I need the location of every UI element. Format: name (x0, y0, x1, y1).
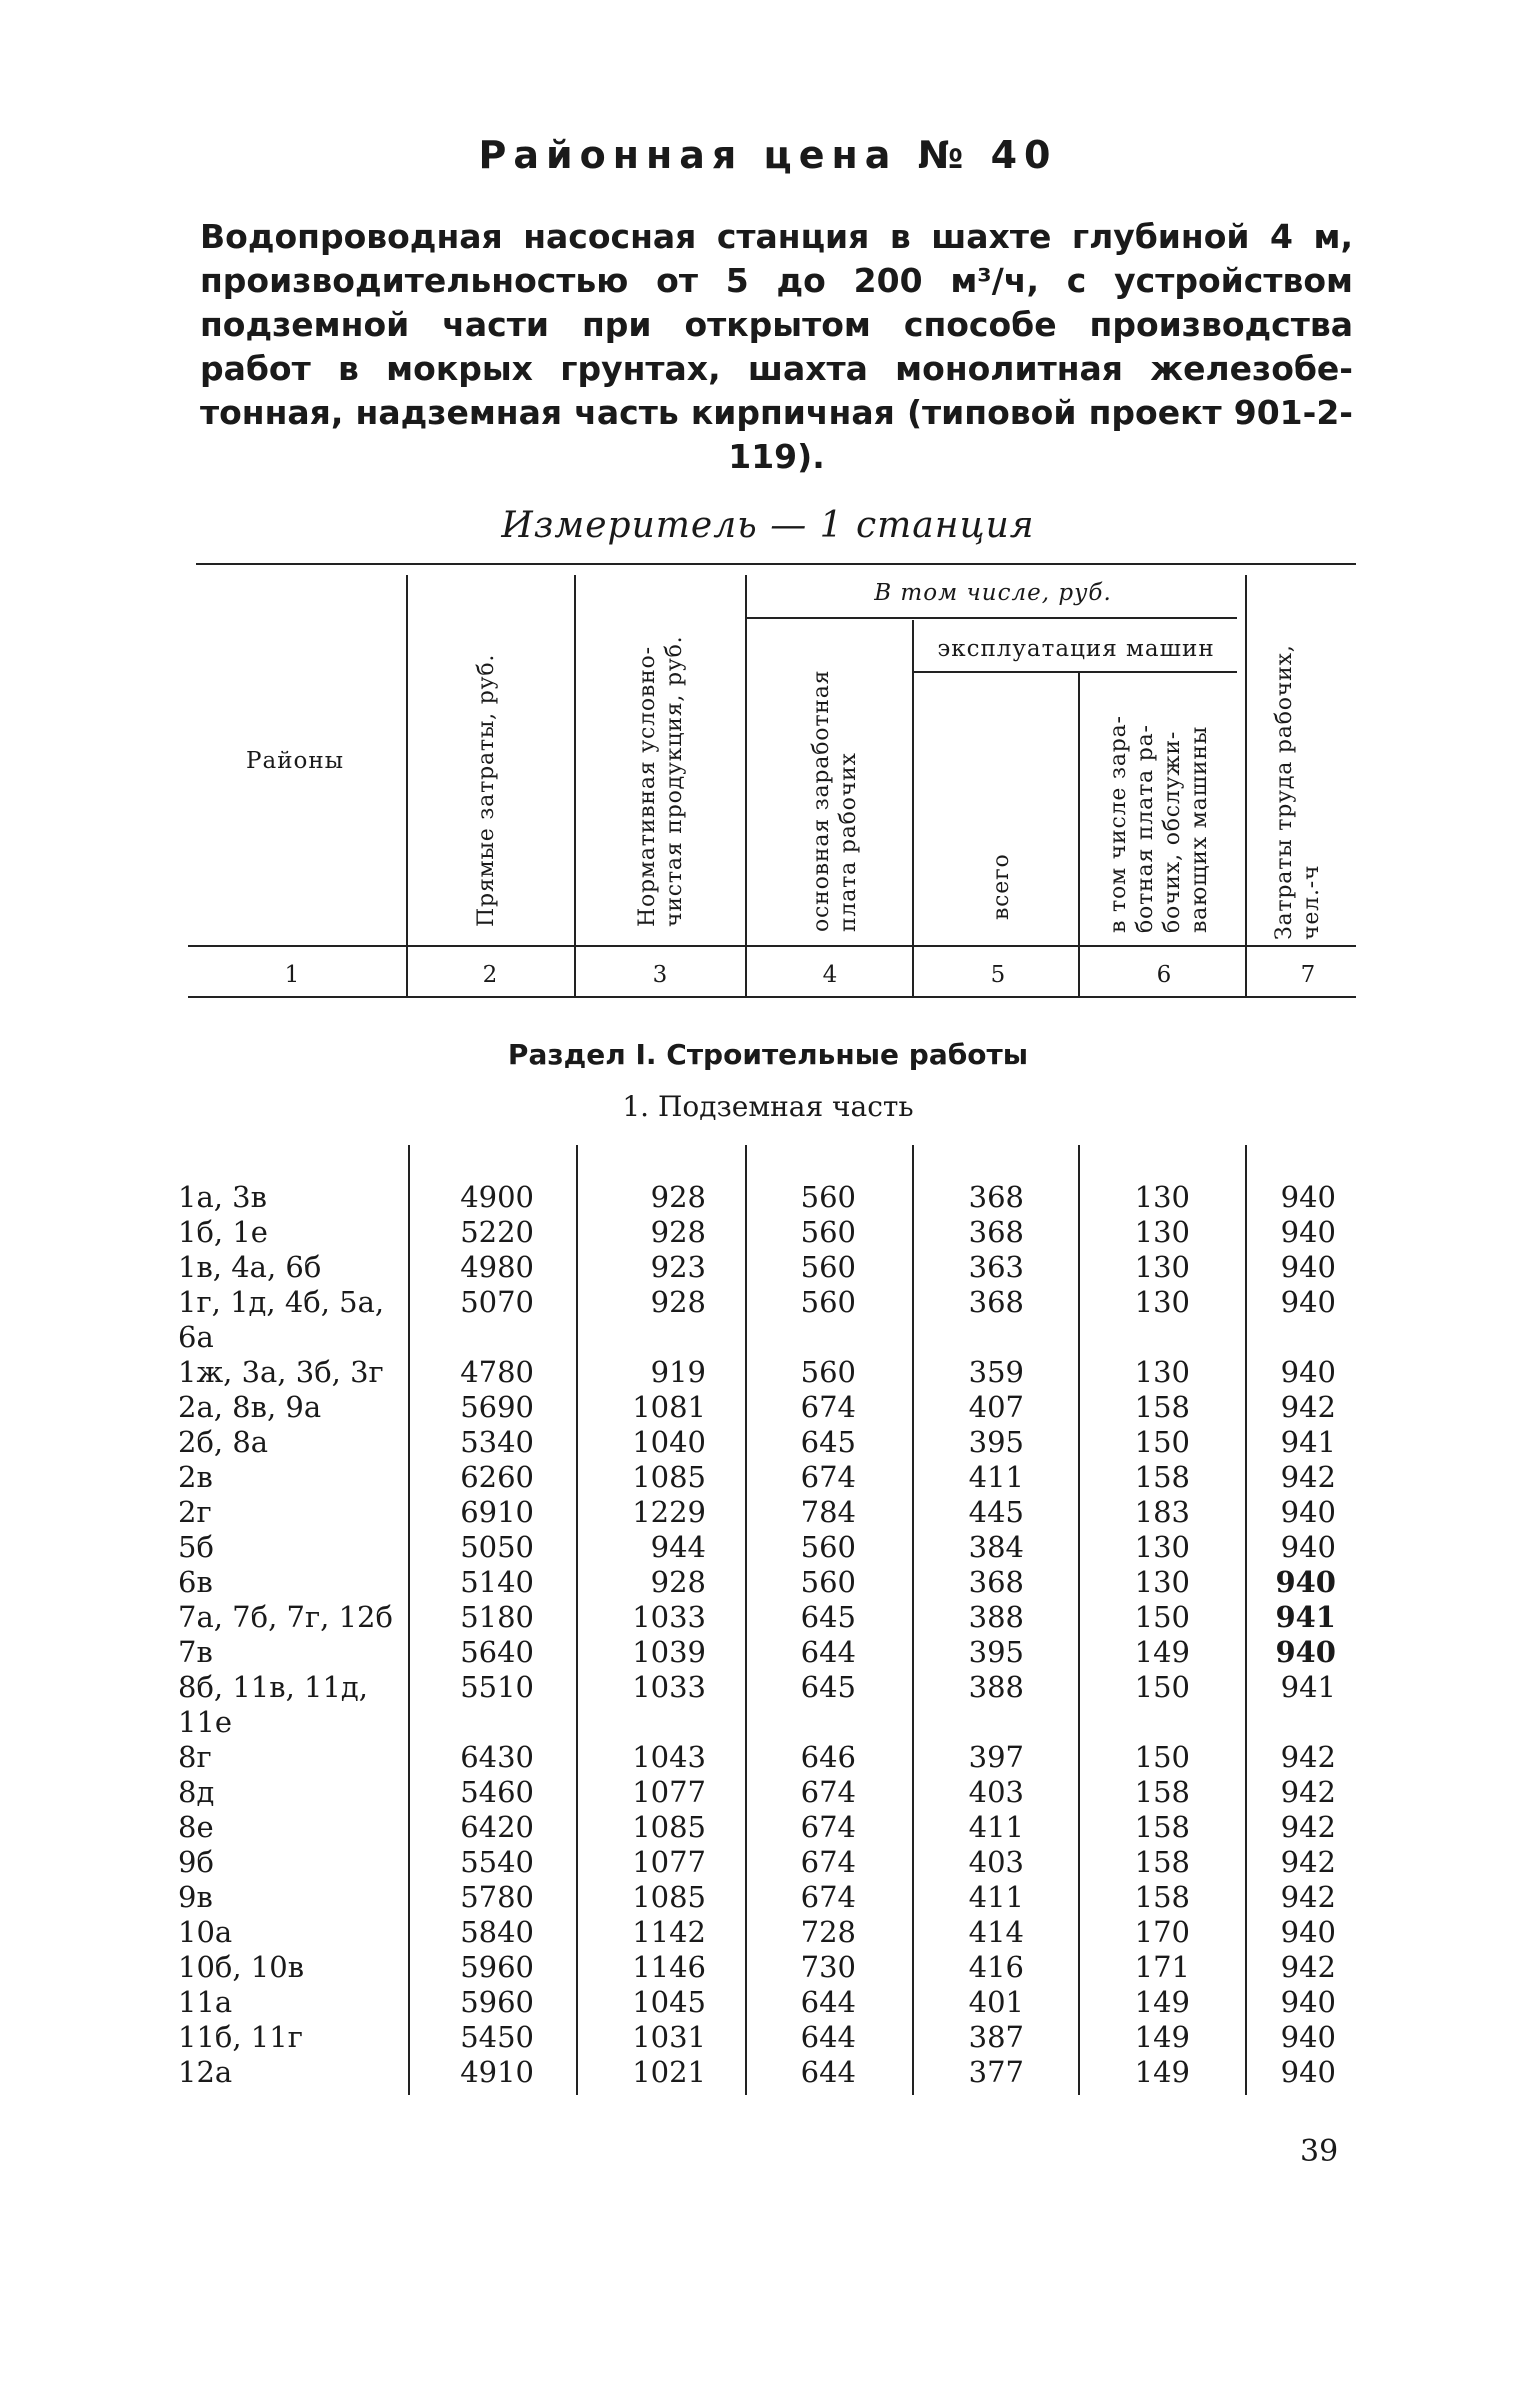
header-machine-operation: эксплуатация машин (937, 636, 1215, 662)
row-machines-wage: 150 (1134, 1740, 1190, 1774)
col-number-1: 1 (284, 962, 300, 988)
header-normative-net: Нормативная условно-чистая продукция, руб. (635, 635, 687, 927)
table-row (0, 1180, 1536, 1215)
row-district: 1а, 3в (178, 1180, 267, 1214)
table-row (0, 1635, 1536, 1670)
col-number-4: 4 (822, 962, 838, 988)
row-machines-total: 359 (968, 1355, 1024, 1389)
table-row (0, 1390, 1536, 1425)
row-base-wage: 560 (800, 1565, 856, 1599)
row-district: 6в (178, 1565, 213, 1599)
row-labor: 940 (1275, 1565, 1336, 1599)
row-labor: 942 (1280, 1460, 1336, 1494)
row-normative-net: 923 (650, 1250, 706, 1284)
row-labor: 940 (1275, 1635, 1336, 1669)
row-base-wage: 560 (800, 1530, 856, 1564)
row-direct-costs: 5960 (460, 1985, 534, 2019)
row-district-continued: 11е (178, 1705, 233, 1739)
header-bottom-rule (188, 945, 1356, 947)
table-row (0, 1740, 1536, 1775)
row-base-wage: 644 (800, 1985, 856, 2019)
row-base-wage: 646 (800, 1740, 856, 1774)
row-direct-costs: 5690 (460, 1390, 534, 1424)
row-machines-wage: 158 (1134, 1460, 1190, 1494)
row-normative-net: 1040 (632, 1425, 706, 1459)
row-normative-net: 928 (650, 1285, 706, 1319)
row-direct-costs: 5540 (460, 1845, 534, 1879)
row-base-wage: 674 (800, 1880, 856, 1914)
row-machines-total: 411 (968, 1880, 1024, 1914)
row-base-wage: 644 (800, 2055, 856, 2089)
table-row (0, 1950, 1536, 1985)
row-machines-wage: 130 (1134, 1355, 1190, 1389)
row-base-wage: 644 (800, 1635, 856, 1669)
row-base-wage: 730 (800, 1950, 856, 1984)
row-district: 2а, 8в, 9а (178, 1390, 322, 1424)
row-base-wage: 784 (800, 1495, 856, 1529)
row-normative-net: 1142 (632, 1915, 706, 1949)
row-machines-total: 387 (968, 2020, 1024, 2054)
header-divider-3 (745, 575, 747, 996)
header-divider-2 (574, 575, 576, 996)
row-machines-wage: 130 (1134, 1565, 1190, 1599)
row-labor: 942 (1280, 1775, 1336, 1809)
table-row (0, 1985, 1536, 2020)
row-machines-total: 397 (968, 1740, 1024, 1774)
row-direct-costs: 4900 (460, 1180, 534, 1214)
row-base-wage: 645 (800, 1670, 856, 1704)
row-normative-net: 1033 (632, 1670, 706, 1704)
row-district: 9б (178, 1845, 214, 1879)
col-number-7: 7 (1300, 962, 1316, 988)
table-row (0, 1425, 1536, 1460)
row-machines-total: 384 (968, 1530, 1024, 1564)
row-machines-wage: 183 (1134, 1495, 1190, 1529)
row-normative-net: 1021 (632, 2055, 706, 2089)
row-base-wage: 560 (800, 1355, 856, 1389)
row-labor: 940 (1280, 1250, 1336, 1284)
col-number-6: 6 (1156, 962, 1172, 988)
row-direct-costs: 5780 (460, 1880, 534, 1914)
machines-rule (912, 671, 1237, 673)
page-title: Районная цена № 40 (478, 133, 1058, 177)
row-machines-total: 368 (968, 1285, 1024, 1319)
row-base-wage: 560 (800, 1215, 856, 1249)
row-district: 8д (178, 1775, 215, 1809)
row-machines-total: 368 (968, 1215, 1024, 1249)
header-divider-6 (1245, 575, 1247, 996)
row-machines-total: 395 (968, 1635, 1024, 1669)
table-row (0, 1670, 1536, 1740)
row-machines-total: 403 (968, 1845, 1024, 1879)
table-row (0, 1285, 1536, 1355)
row-base-wage: 674 (800, 1775, 856, 1809)
subsection-title: 1. Подземная часть (622, 1090, 914, 1123)
row-machines-total: 403 (968, 1775, 1024, 1809)
header-divider-1 (406, 575, 408, 996)
table-row (0, 1215, 1536, 1250)
row-machines-total: 411 (968, 1810, 1024, 1844)
header-direct-costs: Прямые затраты, руб. (474, 653, 499, 927)
row-labor: 940 (1280, 1915, 1336, 1949)
row-machines-total: 407 (968, 1390, 1024, 1424)
row-machines-wage: 158 (1134, 1390, 1190, 1424)
table-row (0, 1775, 1536, 1810)
row-direct-costs: 5340 (460, 1425, 534, 1459)
row-district: 7а, 7б, 7г, 12б (178, 1600, 393, 1634)
row-direct-costs: 5840 (460, 1915, 534, 1949)
row-machines-wage: 171 (1134, 1950, 1190, 1984)
row-district-continued: 6а (178, 1320, 214, 1354)
table-top-rule (196, 563, 1356, 565)
row-machines-wage: 130 (1134, 1215, 1190, 1249)
row-machines-wage: 149 (1134, 2020, 1190, 2054)
row-district: 8б, 11в, 11д, (178, 1670, 368, 1704)
row-district: 11б, 11г (178, 2020, 303, 2054)
row-base-wage: 674 (800, 1390, 856, 1424)
row-normative-net: 1039 (632, 1635, 706, 1669)
table-row (0, 1565, 1536, 1600)
row-direct-costs: 4780 (460, 1355, 534, 1389)
row-labor: 942 (1280, 1880, 1336, 1914)
row-labor: 942 (1280, 1740, 1336, 1774)
row-labor: 942 (1280, 1950, 1336, 1984)
colnum-bottom-rule (188, 996, 1356, 998)
row-normative-net: 1085 (632, 1810, 706, 1844)
row-normative-net: 1229 (632, 1495, 706, 1529)
row-direct-costs: 5140 (460, 1565, 534, 1599)
row-machines-wage: 158 (1134, 1775, 1190, 1809)
row-district: 8е (178, 1810, 214, 1844)
row-machines-total: 411 (968, 1460, 1024, 1494)
col-number-5: 5 (990, 962, 1006, 988)
row-district: 1в, 4а, 6б (178, 1250, 322, 1284)
table-row (0, 1460, 1536, 1495)
row-normative-net: 928 (650, 1180, 706, 1214)
row-direct-costs: 6260 (460, 1460, 534, 1494)
header-including: В том числе, руб. (874, 580, 1112, 606)
row-machines-wage: 158 (1134, 1880, 1190, 1914)
row-direct-costs: 5070 (460, 1285, 534, 1319)
row-labor: 940 (1280, 2055, 1336, 2089)
row-district: 5б (178, 1530, 214, 1564)
row-normative-net: 1085 (632, 1460, 706, 1494)
row-machines-wage: 158 (1134, 1845, 1190, 1879)
row-machines-total: 368 (968, 1180, 1024, 1214)
row-direct-costs: 4910 (460, 2055, 534, 2089)
row-labor: 940 (1280, 2020, 1336, 2054)
row-machines-total: 377 (968, 2055, 1024, 2089)
row-normative-net: 928 (650, 1565, 706, 1599)
row-base-wage: 645 (800, 1425, 856, 1459)
table-row (0, 1810, 1536, 1845)
col-number-2: 2 (482, 962, 498, 988)
header-base-wage: основная заработная плата рабочих (809, 669, 861, 932)
table-row (0, 1915, 1536, 1950)
table-row (0, 1845, 1536, 1880)
row-district: 11а (178, 1985, 233, 2019)
row-machines-total: 363 (968, 1250, 1024, 1284)
row-labor: 940 (1280, 1985, 1336, 2019)
row-district: 10б, 10в (178, 1950, 305, 1984)
row-machines-wage: 150 (1134, 1425, 1190, 1459)
row-machines-total: 388 (968, 1600, 1024, 1634)
row-normative-net: 1031 (632, 2020, 706, 2054)
row-machines-wage: 150 (1134, 1600, 1190, 1634)
including-rule (745, 617, 1237, 619)
row-machines-total: 388 (968, 1670, 1024, 1704)
row-machines-wage: 150 (1134, 1670, 1190, 1704)
page-number: 39 (1300, 2134, 1339, 2169)
row-base-wage: 560 (800, 1250, 856, 1284)
header-total: всего (989, 853, 1014, 920)
row-machines-wage: 130 (1134, 1530, 1190, 1564)
row-district: 2в (178, 1460, 213, 1494)
row-normative-net: 919 (650, 1355, 706, 1389)
row-direct-costs: 5050 (460, 1530, 534, 1564)
row-machines-total: 368 (968, 1565, 1024, 1599)
row-district: 8г (178, 1740, 212, 1774)
row-labor: 940 (1280, 1355, 1336, 1389)
row-machines-wage: 149 (1134, 2055, 1190, 2089)
row-labor: 942 (1280, 1390, 1336, 1424)
row-machines-wage: 130 (1134, 1285, 1190, 1319)
header-districts: Районы (246, 748, 344, 774)
row-base-wage: 674 (800, 1460, 856, 1494)
row-direct-costs: 5640 (460, 1635, 534, 1669)
row-machines-total: 401 (968, 1985, 1024, 2019)
row-labor: 940 (1280, 1180, 1336, 1214)
row-district: 12а (178, 2055, 233, 2089)
row-direct-costs: 5460 (460, 1775, 534, 1809)
measure-unit: Измеритель — 1 станция (501, 505, 1035, 546)
col-number-3: 3 (652, 962, 668, 988)
row-base-wage: 560 (800, 1285, 856, 1319)
row-district: 10а (178, 1915, 233, 1949)
row-normative-net: 1043 (632, 1740, 706, 1774)
row-machines-wage: 149 (1134, 1635, 1190, 1669)
header-divider-5 (1078, 672, 1080, 996)
table-row (0, 2055, 1536, 2090)
row-base-wage: 645 (800, 1600, 856, 1634)
row-base-wage: 728 (800, 1915, 856, 1949)
row-normative-net: 1033 (632, 1600, 706, 1634)
row-direct-costs: 5450 (460, 2020, 534, 2054)
row-direct-costs: 5180 (460, 1600, 534, 1634)
table-row (0, 1880, 1536, 1915)
row-district: 1г, 1д, 4б, 5а, (178, 1285, 385, 1319)
row-direct-costs: 5510 (460, 1670, 534, 1704)
header-including-wage: в том числе заработная плата рабочих, обслуживающих машины (1106, 716, 1212, 933)
object-description: Водопроводная насосная станция в шахте глубиной 4 м, производительностью от 5 до 200 м³/ч, с устройством подземной части при открытом способе производства работ в мокрых грунтах, шахта монолитная железобетонная, надземная часть кирпичная (типовой проект 901-2-119). (200, 217, 1353, 476)
row-machines-wage: 130 (1134, 1250, 1190, 1284)
header-divider-4 (912, 620, 914, 996)
row-district: 1ж, 3а, 3б, 3г (178, 1355, 384, 1389)
row-machines-wage: 170 (1134, 1915, 1190, 1949)
row-direct-costs: 4980 (460, 1250, 534, 1284)
row-district: 9в (178, 1880, 213, 1914)
row-labor: 942 (1280, 1845, 1336, 1879)
table-row (0, 1495, 1536, 1530)
row-labor: 942 (1280, 1810, 1336, 1844)
row-direct-costs: 6430 (460, 1740, 534, 1774)
row-base-wage: 644 (800, 2020, 856, 2054)
table-row (0, 1250, 1536, 1285)
row-district: 7в (178, 1635, 213, 1669)
table-row (0, 1530, 1536, 1565)
row-labor: 941 (1280, 1670, 1336, 1704)
row-normative-net: 1146 (632, 1950, 706, 1984)
row-normative-net: 1045 (632, 1985, 706, 2019)
row-district: 2б, 8а (178, 1425, 269, 1459)
row-machines-total: 445 (968, 1495, 1024, 1529)
row-district: 2г (178, 1495, 212, 1529)
row-machines-total: 414 (968, 1915, 1024, 1949)
section-title: Раздел I. Строительные работы (507, 1038, 1029, 1071)
row-district: 1б, 1е (178, 1215, 268, 1249)
row-labor: 940 (1280, 1285, 1336, 1319)
row-normative-net: 944 (650, 1530, 706, 1564)
header-labor-costs: Затраты труда рабочих, чел.-ч (1272, 644, 1324, 940)
row-labor: 941 (1275, 1600, 1336, 1634)
table-row (0, 2020, 1536, 2055)
row-labor: 940 (1280, 1215, 1336, 1249)
row-machines-total: 416 (968, 1950, 1024, 1984)
row-normative-net: 928 (650, 1215, 706, 1249)
row-machines-total: 395 (968, 1425, 1024, 1459)
row-base-wage: 560 (800, 1180, 856, 1214)
row-machines-wage: 158 (1134, 1810, 1190, 1844)
row-direct-costs: 6420 (460, 1810, 534, 1844)
row-normative-net: 1077 (632, 1845, 706, 1879)
table-row (0, 1600, 1536, 1635)
row-normative-net: 1077 (632, 1775, 706, 1809)
row-direct-costs: 5220 (460, 1215, 534, 1249)
row-direct-costs: 5960 (460, 1950, 534, 1984)
row-direct-costs: 6910 (460, 1495, 534, 1529)
table-row (0, 1355, 1536, 1390)
row-normative-net: 1085 (632, 1880, 706, 1914)
row-labor: 940 (1280, 1530, 1336, 1564)
row-base-wage: 674 (800, 1810, 856, 1844)
row-base-wage: 674 (800, 1845, 856, 1879)
row-labor: 941 (1280, 1425, 1336, 1459)
row-normative-net: 1081 (632, 1390, 706, 1424)
row-labor: 940 (1280, 1495, 1336, 1529)
row-machines-wage: 130 (1134, 1180, 1190, 1214)
row-machines-wage: 149 (1134, 1985, 1190, 2019)
